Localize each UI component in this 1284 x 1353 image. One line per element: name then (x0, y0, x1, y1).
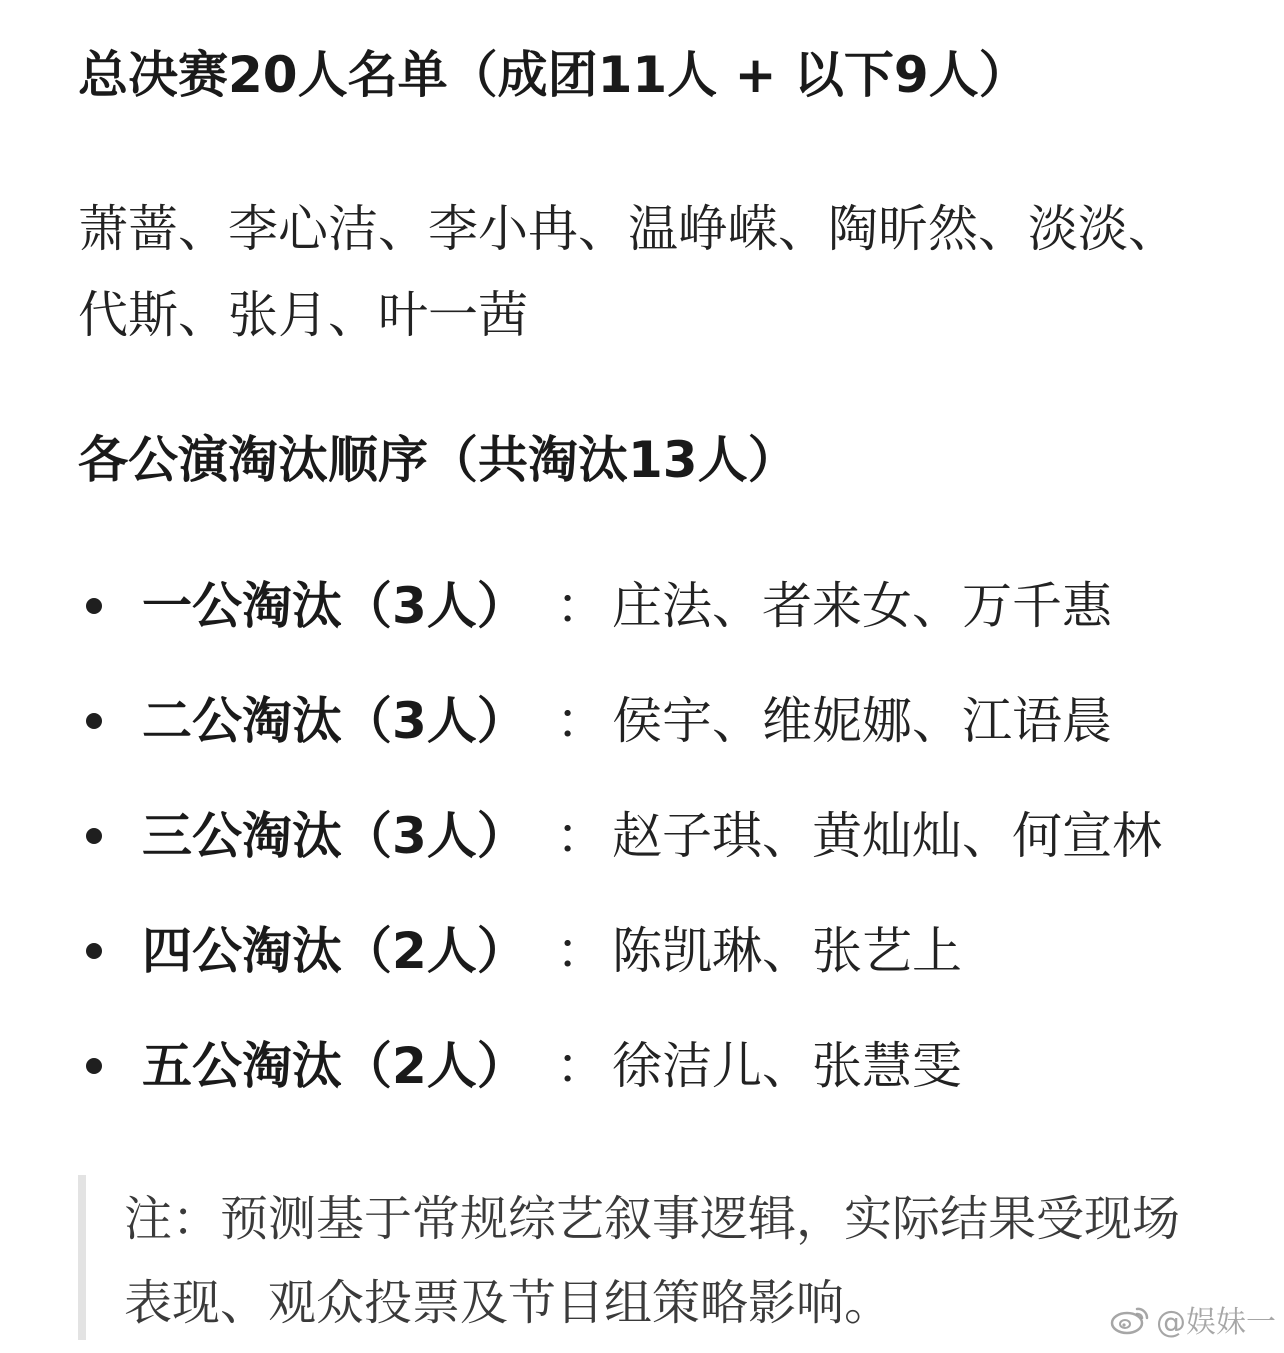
list-item (78, 566, 1258, 681)
eliminated-names: 赵子琪、黄灿灿、何宣林 (612, 807, 1162, 865)
weibo-icon (1110, 1303, 1150, 1335)
list-item (78, 796, 1258, 911)
list-item (78, 911, 1258, 1026)
colon: ： (556, 577, 606, 635)
bullet-dot (86, 598, 102, 614)
watermark-text: @娱妹一 (1156, 1305, 1276, 1340)
list-item (78, 681, 1258, 796)
eliminated-names: 陈凯琳、张艺上 (612, 922, 962, 980)
eliminated-names: 侯宇、维妮娜、江语晨 (612, 692, 1112, 750)
colon: ： (556, 692, 606, 750)
eliminated-names: 徐洁儿、张慧雯 (612, 1037, 962, 1095)
bullet-dot (86, 1058, 102, 1074)
elimination-round-label: 四公淘汰（2人） (142, 922, 527, 980)
eliminations-heading: 各公演淘汰顺序（共淘汰13人） (78, 431, 798, 489)
elimination-round-label: 三公淘汰（3人） (142, 807, 527, 865)
note-blockquote (78, 1175, 1236, 1340)
list-item (78, 1026, 1258, 1141)
colon: ： (556, 1037, 606, 1095)
elimination-list (78, 566, 1258, 1141)
bullet-dot (86, 713, 102, 729)
colon: ： (556, 922, 606, 980)
bullet-dot (86, 828, 102, 844)
elimination-round-label: 二公淘汰（3人） (142, 692, 527, 750)
note-text: 注：预测基于常规综艺叙事逻辑，实际结果受现场表现、观众投票及节目组策略影响。 (124, 1191, 1181, 1331)
finals-heading: 总决赛20人名单（成团11人 + 以下9人） (78, 46, 1029, 104)
elimination-round-label: 一公淘汰（3人） (142, 577, 527, 635)
colon: ： (556, 807, 606, 865)
elimination-round-label: 五公淘汰（2人） (142, 1037, 527, 1095)
eliminated-names: 庄法、者来女、万千惠 (612, 577, 1112, 635)
finalists-paragraph: 萧蔷、李心洁、李小冉、温峥嵘、陶昕然、淡淡、代斯、张月、叶一茜 (78, 200, 1178, 344)
bullet-dot (86, 943, 102, 959)
watermark (1110, 1297, 1276, 1341)
